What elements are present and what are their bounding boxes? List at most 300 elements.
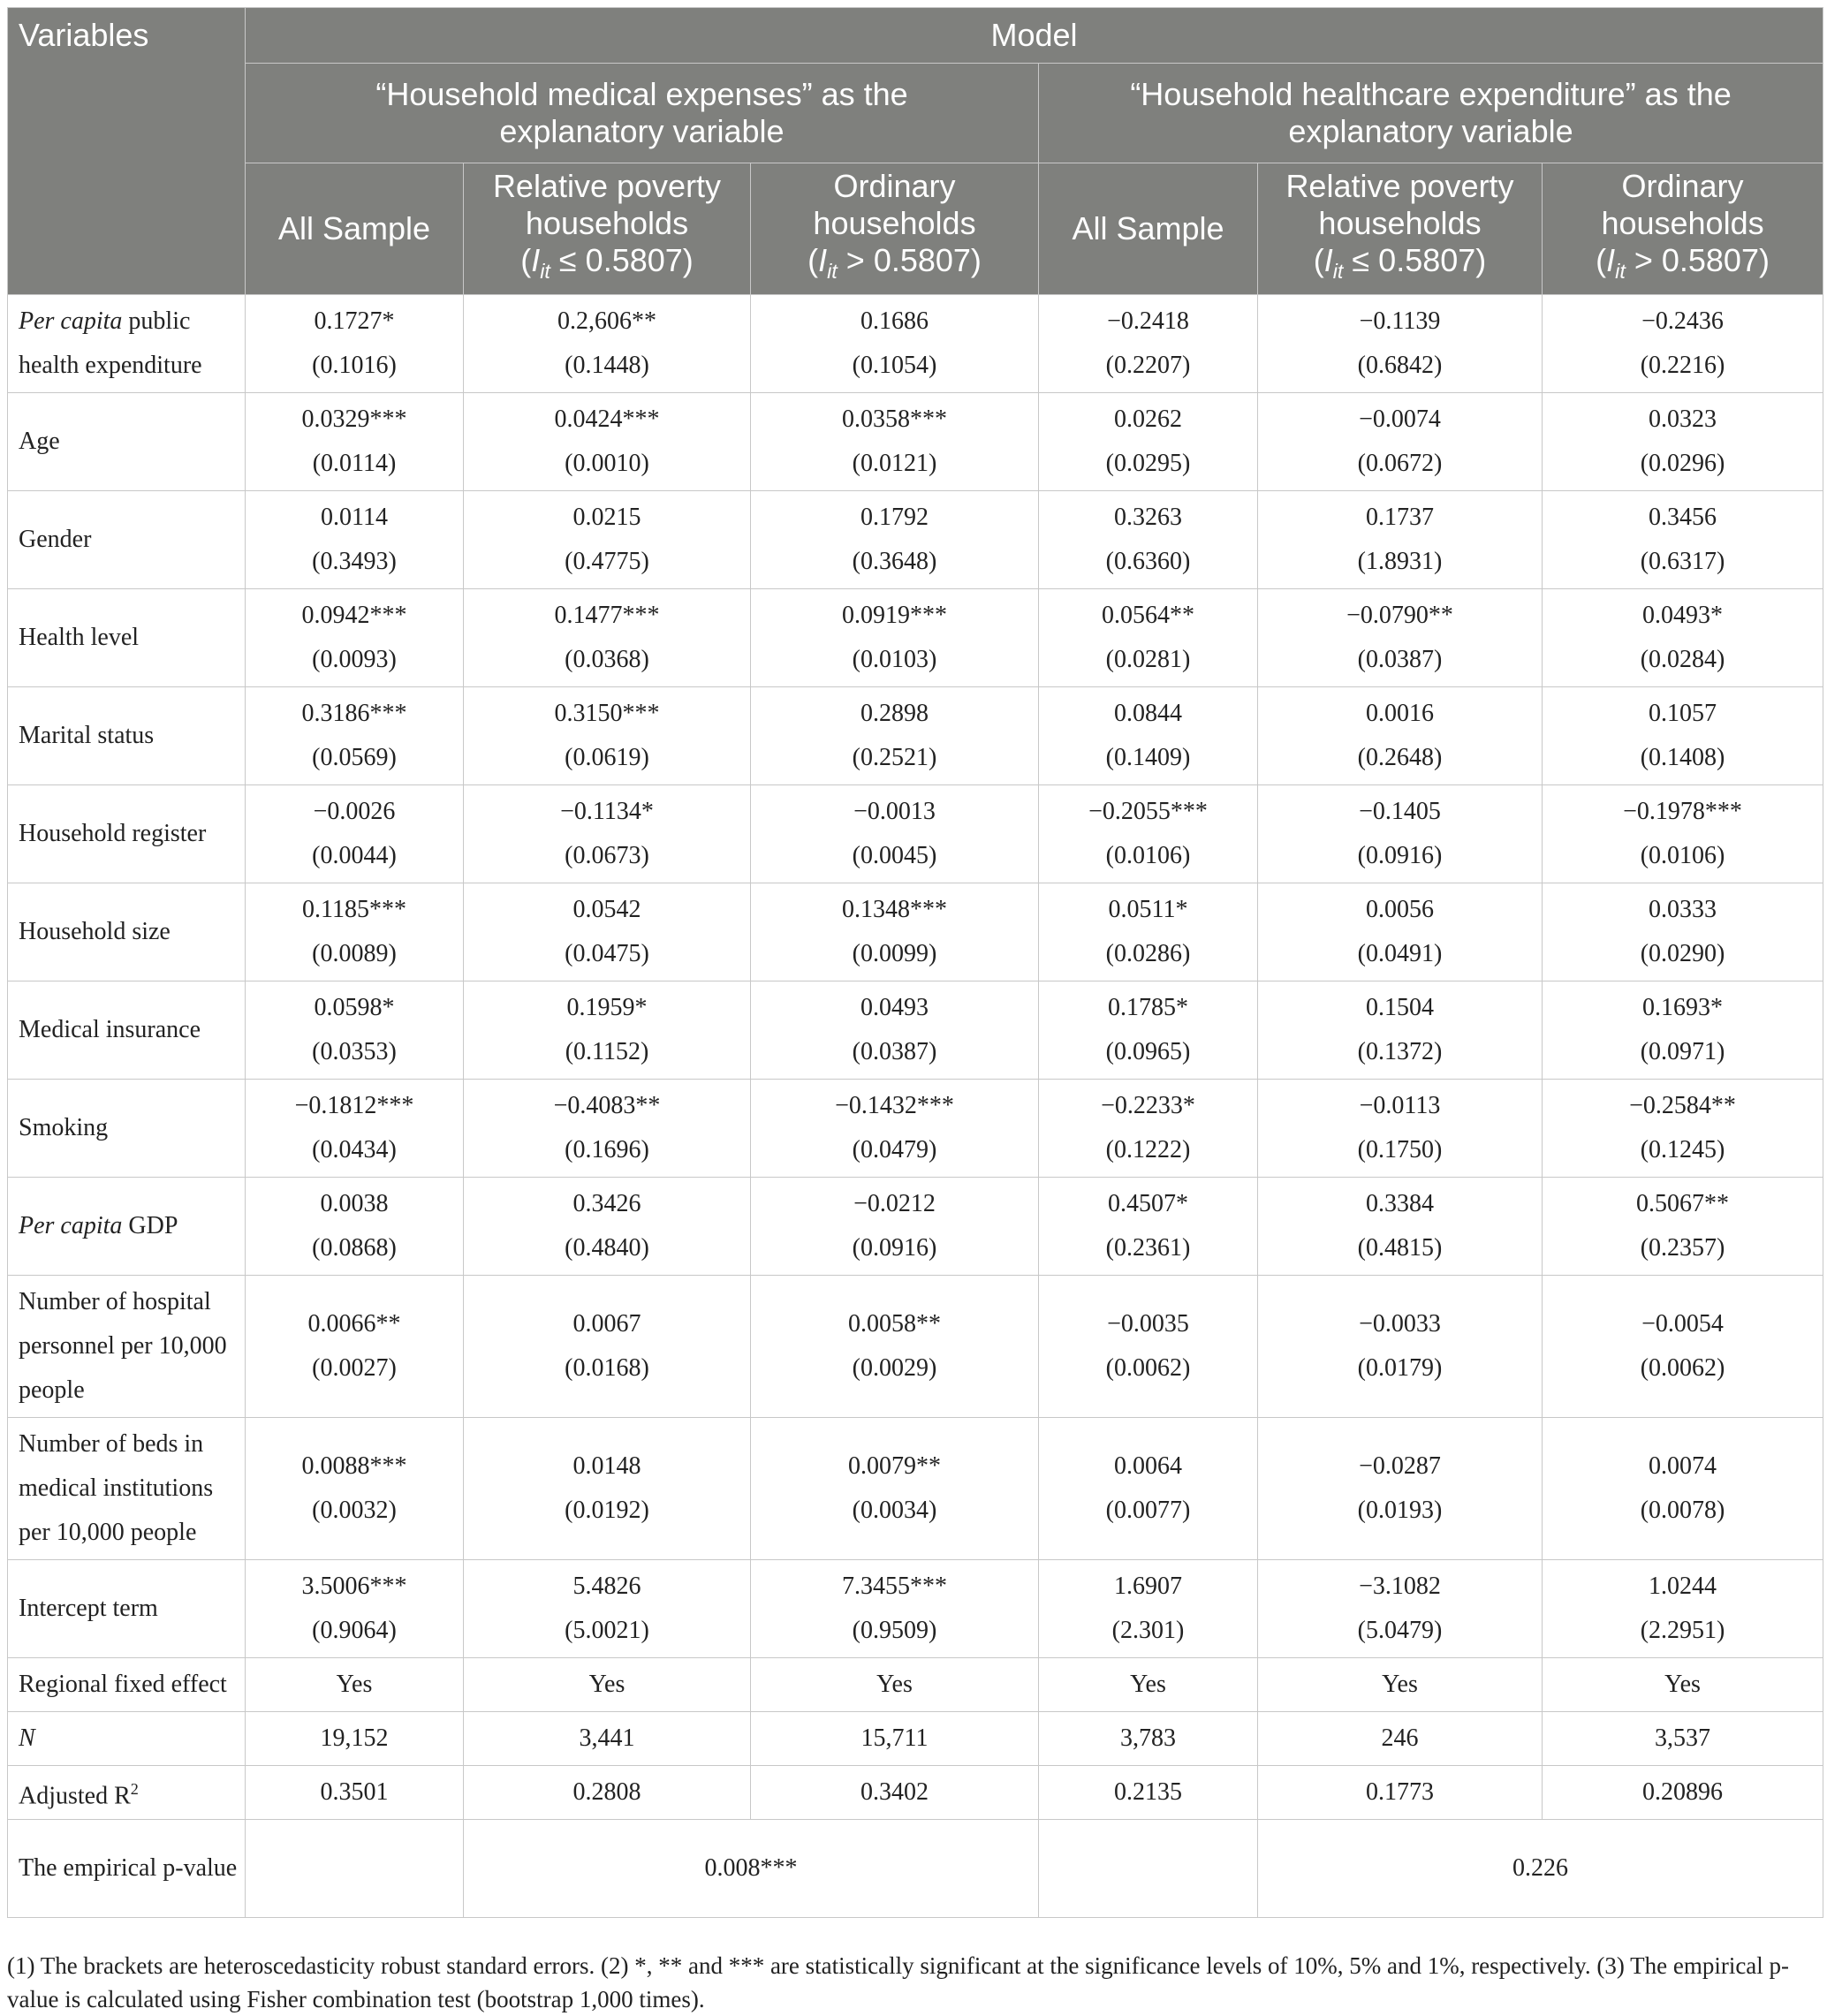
standard-error-value: (0.4840) bbox=[565, 1234, 649, 1262]
coefficient-cell bbox=[1039, 1178, 1258, 1276]
coefficient-cell bbox=[1039, 295, 1258, 393]
coefficient-cell bbox=[1039, 393, 1258, 491]
standard-error-value: (0.0916) bbox=[852, 1234, 937, 1262]
coefficient-value: 0.1792 bbox=[860, 504, 929, 531]
standard-error-value: (0.6360) bbox=[1105, 548, 1191, 575]
adjusted-r2-cell: 0.2135 bbox=[1039, 1766, 1258, 1820]
coefficient-cell bbox=[1039, 491, 1258, 589]
coefficient-cell bbox=[464, 1178, 751, 1276]
coefficient-value: 5.4826 bbox=[572, 1573, 641, 1600]
coefficient-value: 0.0088*** bbox=[301, 1452, 407, 1480]
coefficient-cell bbox=[246, 393, 464, 491]
standard-error-value: (0.0077) bbox=[1105, 1497, 1191, 1524]
fixed-effect-cell: Yes bbox=[751, 1658, 1039, 1712]
coefficient-value: 0.0074 bbox=[1649, 1452, 1717, 1480]
coefficient-cell bbox=[246, 1080, 464, 1178]
coefficient-cell bbox=[464, 393, 751, 491]
coefficient-cell bbox=[1258, 1560, 1543, 1658]
coefficient-value: 0.2,606** bbox=[557, 307, 656, 335]
standard-error-value: (0.0032) bbox=[312, 1497, 397, 1524]
coefficient-cell bbox=[246, 1418, 464, 1560]
standard-error-value: (0.4775) bbox=[565, 548, 649, 575]
standard-error-value: (0.1152) bbox=[565, 1038, 649, 1065]
row-label: Household register bbox=[8, 785, 246, 883]
coefficient-cell bbox=[751, 1418, 1039, 1560]
coefficient-value: 0.0323 bbox=[1649, 405, 1717, 433]
coefficient-cell bbox=[246, 1178, 464, 1276]
coefficient-value: 0.1477*** bbox=[554, 602, 660, 629]
standard-error-value: (0.0673) bbox=[565, 842, 649, 869]
standard-error-value: (0.0029) bbox=[852, 1354, 937, 1382]
adjusted-r2-cell: 0.20896 bbox=[1543, 1766, 1823, 1820]
adjusted-r2-cell: 0.3402 bbox=[751, 1766, 1039, 1820]
standard-error-value: (0.0034) bbox=[852, 1497, 937, 1524]
coefficient-value: −0.2055*** bbox=[1088, 798, 1208, 825]
coefficient-value: 0.0542 bbox=[572, 896, 641, 923]
coefficient-cell bbox=[1543, 1178, 1823, 1276]
standard-error-value: (5.0021) bbox=[565, 1617, 649, 1644]
standard-error-value: (0.0286) bbox=[1105, 940, 1191, 967]
table-row bbox=[8, 785, 1823, 883]
table-row-regional bbox=[8, 1658, 1823, 1712]
standard-error-value: (0.0179) bbox=[1357, 1354, 1443, 1382]
standard-error-value: (0.3493) bbox=[312, 548, 397, 575]
coefficient-value: −0.2436 bbox=[1641, 307, 1724, 335]
coefficient-cell bbox=[751, 491, 1039, 589]
coefficient-cell bbox=[1543, 981, 1823, 1080]
coefficient-value: −0.0212 bbox=[853, 1190, 936, 1217]
standard-error-value: (0.1408) bbox=[1640, 744, 1725, 771]
row-label: N bbox=[8, 1712, 246, 1766]
adjusted-r2-cell: 0.1773 bbox=[1258, 1766, 1543, 1820]
coefficient-value: 0.0919*** bbox=[842, 602, 947, 629]
table-row bbox=[8, 491, 1823, 589]
coefficient-value: 3.5006*** bbox=[301, 1573, 407, 1600]
coefficient-cell bbox=[1258, 1418, 1543, 1560]
coefficient-cell bbox=[464, 785, 751, 883]
row-label: Adjusted $R^2$ bbox=[8, 1766, 246, 1820]
coefficient-value: 1.0244 bbox=[1649, 1573, 1717, 1600]
table-row bbox=[8, 1178, 1823, 1276]
standard-error-value: (2.2951) bbox=[1640, 1617, 1725, 1644]
standard-error-value: (5.0479) bbox=[1357, 1617, 1443, 1644]
regression-table bbox=[7, 7, 1823, 1918]
row-label: Age bbox=[8, 393, 246, 491]
coefficient-cell bbox=[1258, 393, 1543, 491]
standard-error-value: (0.1409) bbox=[1105, 744, 1191, 771]
coefficient-value: 0.0058** bbox=[848, 1310, 941, 1338]
header-group-healthcare-expenditure: “Household healthcare expenditure” as the explanatory variable bbox=[1039, 64, 1823, 163]
coefficient-value: 0.1727* bbox=[314, 307, 395, 335]
sample-size-cell: 15,711 bbox=[751, 1712, 1039, 1766]
coefficient-value: −0.0013 bbox=[853, 798, 936, 825]
coefficient-value: −0.1405 bbox=[1359, 798, 1441, 825]
coefficient-cell bbox=[246, 981, 464, 1080]
coefficient-cell bbox=[1258, 785, 1543, 883]
coefficient-value: 7.3455*** bbox=[842, 1573, 947, 1600]
coefficient-value: 0.0329*** bbox=[301, 405, 407, 433]
coefficient-cell bbox=[1258, 687, 1543, 785]
coefficient-value: 0.1693* bbox=[1642, 994, 1724, 1021]
standard-error-value: (0.0868) bbox=[312, 1234, 397, 1262]
coefficient-cell bbox=[1258, 981, 1543, 1080]
coefficient-value: 0.0424*** bbox=[554, 405, 660, 433]
coefficient-cell bbox=[751, 687, 1039, 785]
standard-error-value: (2.301) bbox=[1111, 1617, 1185, 1644]
standard-error-value: (0.2648) bbox=[1357, 744, 1443, 771]
standard-error-value: (0.0027) bbox=[312, 1354, 397, 1382]
coefficient-cell bbox=[751, 295, 1039, 393]
standard-error-value: (0.0106) bbox=[1640, 842, 1725, 869]
coefficient-cell bbox=[246, 687, 464, 785]
coefficient-cell bbox=[464, 491, 751, 589]
coefficient-value: 0.0333 bbox=[1649, 896, 1717, 923]
standard-error-value: (0.2207) bbox=[1105, 352, 1191, 379]
coefficient-cell bbox=[1039, 1276, 1258, 1418]
coefficient-cell bbox=[1039, 1418, 1258, 1560]
header-model: Model bbox=[246, 8, 1823, 64]
coefficient-value: 0.0148 bbox=[572, 1452, 641, 1480]
standard-error-value: (0.1448) bbox=[565, 352, 649, 379]
coefficient-value: −0.0026 bbox=[313, 798, 396, 825]
fixed-effect-cell: Yes bbox=[464, 1658, 751, 1712]
coefficient-cell bbox=[464, 687, 751, 785]
coefficient-value: −0.0287 bbox=[1359, 1452, 1441, 1480]
coefficient-cell bbox=[1543, 295, 1823, 393]
standard-error-value: (0.0387) bbox=[852, 1038, 937, 1065]
standard-error-value: (0.0121) bbox=[852, 450, 937, 477]
coefficient-cell bbox=[1543, 393, 1823, 491]
table-row bbox=[8, 295, 1823, 393]
coefficient-value: −0.0054 bbox=[1641, 1310, 1724, 1338]
table-row bbox=[8, 883, 1823, 981]
fixed-effect-cell: Yes bbox=[246, 1658, 464, 1712]
table-row bbox=[8, 1080, 1823, 1178]
table-row-n bbox=[8, 1712, 1823, 1766]
row-label: Per capita public health expenditure bbox=[8, 295, 246, 393]
table-row bbox=[8, 393, 1823, 491]
coefficient-value: 0.0493 bbox=[860, 994, 929, 1021]
coefficient-cell bbox=[1543, 1080, 1823, 1178]
standard-error-value: (0.0296) bbox=[1640, 450, 1725, 477]
sample-size-cell: 19,152 bbox=[246, 1712, 464, 1766]
standard-error-value: (0.0103) bbox=[852, 646, 937, 673]
sample-size-cell: 3,441 bbox=[464, 1712, 751, 1766]
standard-error-value: (0.0010) bbox=[565, 450, 649, 477]
coefficient-cell bbox=[1258, 1080, 1543, 1178]
coefficient-cell bbox=[751, 1276, 1039, 1418]
header-relative-poverty-1: Relative poverty households $(I_{it} \le 0.5807)$ bbox=[464, 163, 751, 295]
coefficient-value: 0.3456 bbox=[1649, 504, 1717, 531]
coefficient-cell bbox=[246, 1560, 464, 1658]
coefficient-cell bbox=[246, 883, 464, 981]
table-row bbox=[8, 589, 1823, 687]
coefficient-cell bbox=[464, 589, 751, 687]
coefficient-value: 0.3384 bbox=[1366, 1190, 1434, 1217]
coefficient-cell bbox=[751, 393, 1039, 491]
header-all-sample-1: All Sample bbox=[246, 163, 464, 295]
coefficient-cell bbox=[464, 1560, 751, 1658]
coefficient-value: 0.0215 bbox=[572, 504, 641, 531]
coefficient-cell bbox=[751, 1560, 1039, 1658]
standard-error-value: (0.0569) bbox=[312, 744, 397, 771]
standard-error-value: (0.0078) bbox=[1640, 1497, 1725, 1524]
row-label: Number of hospital personnel per 10,000 people bbox=[8, 1276, 246, 1418]
standard-error-value: (0.0062) bbox=[1640, 1354, 1725, 1382]
standard-error-value: (0.0491) bbox=[1357, 940, 1443, 967]
row-label: Smoking bbox=[8, 1080, 246, 1178]
row-label: Gender bbox=[8, 491, 246, 589]
coefficient-cell bbox=[464, 1080, 751, 1178]
coefficient-value: 0.0493* bbox=[1642, 602, 1724, 629]
coefficient-value: 1.6907 bbox=[1114, 1573, 1182, 1600]
coefficient-cell bbox=[751, 883, 1039, 981]
coefficient-cell bbox=[1258, 883, 1543, 981]
coefficient-cell bbox=[246, 295, 464, 393]
standard-error-value: (0.0114) bbox=[312, 450, 397, 477]
standard-error-value: (0.4815) bbox=[1357, 1234, 1443, 1262]
standard-error-value: (0.0295) bbox=[1105, 450, 1191, 477]
adjusted-r2-cell: 0.3501 bbox=[246, 1766, 464, 1820]
fixed-effect-cell: Yes bbox=[1039, 1658, 1258, 1712]
row-label: Number of beds in medical institutions per 10,000 people bbox=[8, 1418, 246, 1560]
coefficient-cell bbox=[1543, 491, 1823, 589]
coefficient-value: 0.1057 bbox=[1649, 700, 1717, 727]
coefficient-cell bbox=[1258, 295, 1543, 393]
coefficient-value: 0.1959* bbox=[566, 994, 648, 1021]
row-label: Marital status bbox=[8, 687, 246, 785]
coefficient-cell bbox=[1258, 491, 1543, 589]
coefficient-value: 0.3150*** bbox=[554, 700, 660, 727]
coefficient-cell bbox=[464, 883, 751, 981]
coefficient-cell bbox=[464, 1276, 751, 1418]
standard-error-value: (0.0099) bbox=[852, 940, 937, 967]
coefficient-value: 0.1348*** bbox=[842, 896, 947, 923]
standard-error-value: (0.9509) bbox=[852, 1617, 937, 1644]
standard-error-value: (0.2361) bbox=[1105, 1234, 1191, 1262]
coefficient-cell bbox=[1039, 1080, 1258, 1178]
coefficient-cell bbox=[751, 785, 1039, 883]
sample-size-cell: 3,537 bbox=[1543, 1712, 1823, 1766]
pvalue-group1: 0.008*** bbox=[464, 1820, 1039, 1918]
table-row bbox=[8, 981, 1823, 1080]
coefficient-cell bbox=[464, 981, 751, 1080]
coefficient-value: 0.0079** bbox=[848, 1452, 941, 1480]
row-label: Regional fixed effect bbox=[8, 1658, 246, 1712]
standard-error-value: (0.0971) bbox=[1640, 1038, 1725, 1065]
table-footnote: (1) The brackets are heteroscedasticity robust standard errors. (2) *, ** and *** are statistically significant at the significance levels of 10%, 5% and 1%, respectively. (3) The empirical p-value is calculated using Fisher combination test (bootstrap 1,000 times). bbox=[7, 1952, 1790, 2012]
coefficient-cell bbox=[1039, 981, 1258, 1080]
coefficient-cell bbox=[1258, 589, 1543, 687]
standard-error-value: (0.0965) bbox=[1105, 1038, 1191, 1065]
coefficient-value: −0.1139 bbox=[1359, 307, 1441, 335]
coefficient-value: 0.1686 bbox=[860, 307, 929, 335]
coefficient-value: −0.0074 bbox=[1359, 405, 1441, 433]
standard-error-value: (0.6842) bbox=[1357, 352, 1443, 379]
standard-error-value: (0.1054) bbox=[852, 352, 937, 379]
coefficient-value: −0.0790** bbox=[1346, 602, 1453, 629]
row-label: Medical insurance bbox=[8, 981, 246, 1080]
row-label: Household size bbox=[8, 883, 246, 981]
table-row-adjr2 bbox=[8, 1766, 1823, 1820]
header-relative-poverty-2: Relative poverty households $(I_{it} \le 0.5807)$ bbox=[1258, 163, 1543, 295]
coefficient-value: 0.0511* bbox=[1108, 896, 1188, 923]
coefficient-value: 0.3426 bbox=[572, 1190, 641, 1217]
standard-error-value: (0.0062) bbox=[1105, 1354, 1191, 1382]
standard-error-value: (0.3648) bbox=[852, 548, 937, 575]
coefficient-value: −0.2233* bbox=[1101, 1092, 1195, 1119]
standard-error-value: (0.0089) bbox=[312, 940, 397, 967]
coefficient-cell bbox=[1543, 1276, 1823, 1418]
standard-error-value: (0.0619) bbox=[565, 744, 649, 771]
coefficient-cell bbox=[1543, 1418, 1823, 1560]
coefficient-value: 0.3186*** bbox=[301, 700, 407, 727]
coefficient-cell bbox=[246, 589, 464, 687]
coefficient-value: 0.4507* bbox=[1108, 1190, 1188, 1217]
table-row bbox=[8, 687, 1823, 785]
coefficient-value: 0.0016 bbox=[1366, 700, 1434, 727]
coefficient-cell bbox=[1543, 883, 1823, 981]
standard-error-value: (0.0916) bbox=[1357, 842, 1443, 869]
standard-error-value: (0.0672) bbox=[1357, 450, 1443, 477]
coefficient-value: 0.5067** bbox=[1636, 1190, 1730, 1217]
standard-error-value: (0.6317) bbox=[1640, 548, 1725, 575]
coefficient-cell bbox=[1543, 785, 1823, 883]
header-all-sample-2: All Sample bbox=[1039, 163, 1258, 295]
coefficient-value: 0.1504 bbox=[1366, 994, 1434, 1021]
header-group-medical-expenses: “Household medical expenses” as the explanatory variable bbox=[246, 64, 1039, 163]
standard-error-value: (0.0434) bbox=[312, 1136, 397, 1163]
coefficient-value: 0.0844 bbox=[1114, 700, 1182, 727]
standard-error-value: (0.0281) bbox=[1105, 646, 1191, 673]
coefficient-value: −0.2418 bbox=[1107, 307, 1189, 335]
coefficient-cell bbox=[1039, 687, 1258, 785]
standard-error-value: (0.1222) bbox=[1105, 1136, 1191, 1163]
standard-error-value: (0.0093) bbox=[312, 646, 397, 673]
coefficient-cell bbox=[1543, 687, 1823, 785]
sample-size-cell: 246 bbox=[1258, 1712, 1543, 1766]
standard-error-value: (0.0045) bbox=[852, 842, 937, 869]
coefficient-cell bbox=[1543, 589, 1823, 687]
adjusted-r2-cell: 0.2808 bbox=[464, 1766, 751, 1820]
standard-error-value: (0.0475) bbox=[565, 940, 649, 967]
standard-error-value: (0.1016) bbox=[312, 352, 397, 379]
coefficient-value: −0.0033 bbox=[1359, 1310, 1441, 1338]
coefficient-cell bbox=[246, 785, 464, 883]
coefficient-cell bbox=[1039, 589, 1258, 687]
table-row bbox=[8, 1560, 1823, 1658]
standard-error-value: (0.0284) bbox=[1640, 646, 1725, 673]
coefficient-value: 0.1737 bbox=[1366, 504, 1434, 531]
coefficient-value: 0.2898 bbox=[860, 700, 929, 727]
standard-error-value: (0.0106) bbox=[1105, 842, 1191, 869]
standard-error-value: (1.8931) bbox=[1357, 548, 1443, 575]
coefficient-value: 0.1785* bbox=[1108, 994, 1188, 1021]
coefficient-value: −0.2584** bbox=[1629, 1092, 1736, 1119]
coefficient-value: 0.0066** bbox=[307, 1310, 401, 1338]
standard-error-value: (0.0479) bbox=[852, 1136, 937, 1163]
table-row-pvalue bbox=[8, 1820, 1823, 1918]
row-label: Per capita GDP bbox=[8, 1178, 246, 1276]
coefficient-cell bbox=[246, 1276, 464, 1418]
coefficient-value: 0.0064 bbox=[1114, 1452, 1182, 1480]
coefficient-value: −0.0113 bbox=[1359, 1092, 1441, 1119]
standard-error-value: (0.1750) bbox=[1357, 1136, 1443, 1163]
standard-error-value: (0.2216) bbox=[1640, 352, 1725, 379]
coefficient-cell bbox=[1258, 1178, 1543, 1276]
header-ordinary-1: Ordinary households $(I_{it} > 0.5807)$ bbox=[751, 163, 1039, 295]
standard-error-value: (0.9064) bbox=[312, 1617, 397, 1644]
standard-error-value: (0.0168) bbox=[565, 1354, 649, 1382]
coefficient-cell bbox=[751, 1080, 1039, 1178]
coefficient-value: 0.0942*** bbox=[301, 602, 407, 629]
standard-error-value: (0.0387) bbox=[1357, 646, 1443, 673]
table-row bbox=[8, 1276, 1823, 1418]
coefficient-cell bbox=[1039, 785, 1258, 883]
standard-error-value: (0.0353) bbox=[312, 1038, 397, 1065]
coefficient-value: 0.0564** bbox=[1102, 602, 1194, 629]
coefficient-cell bbox=[464, 295, 751, 393]
standard-error-value: (0.0290) bbox=[1640, 940, 1725, 967]
coefficient-value: −3.1082 bbox=[1359, 1573, 1441, 1600]
coefficient-value: 0.0114 bbox=[321, 504, 388, 531]
coefficient-value: 0.0262 bbox=[1114, 405, 1182, 433]
coefficient-cell bbox=[1258, 1276, 1543, 1418]
coefficient-value: 0.0038 bbox=[320, 1190, 389, 1217]
row-label: The empirical p-value bbox=[8, 1820, 246, 1918]
coefficient-value: −0.1432*** bbox=[835, 1092, 954, 1119]
fixed-effect-cell: Yes bbox=[1543, 1658, 1823, 1712]
coefficient-cell bbox=[751, 589, 1039, 687]
table-row bbox=[8, 1418, 1823, 1560]
coefficient-cell bbox=[464, 1418, 751, 1560]
coefficient-value: −0.4083** bbox=[553, 1092, 661, 1119]
coefficient-cell bbox=[1039, 1560, 1258, 1658]
row-label: Health level bbox=[8, 589, 246, 687]
coefficient-cell bbox=[751, 1178, 1039, 1276]
coefficient-cell bbox=[751, 981, 1039, 1080]
sample-size-cell: 3,783 bbox=[1039, 1712, 1258, 1766]
coefficient-value: 0.0056 bbox=[1366, 896, 1434, 923]
empty-cell bbox=[1039, 1820, 1258, 1918]
pvalue-group2: 0.226 bbox=[1258, 1820, 1823, 1918]
coefficient-cell bbox=[1543, 1560, 1823, 1658]
header-variables: Variables bbox=[8, 8, 246, 295]
coefficient-value: 0.1185*** bbox=[302, 896, 406, 923]
standard-error-value: (0.1245) bbox=[1640, 1136, 1725, 1163]
standard-error-value: (0.0368) bbox=[565, 646, 649, 673]
standard-error-value: (0.2357) bbox=[1640, 1234, 1725, 1262]
coefficient-cell bbox=[246, 491, 464, 589]
standard-error-value: (0.1696) bbox=[565, 1136, 649, 1163]
coefficient-value: 0.3263 bbox=[1114, 504, 1182, 531]
standard-error-value: (0.2521) bbox=[852, 744, 937, 771]
coefficient-value: −0.1978*** bbox=[1623, 798, 1742, 825]
standard-error-value: (0.0193) bbox=[1357, 1497, 1443, 1524]
coefficient-value: 0.0598* bbox=[314, 994, 395, 1021]
standard-error-value: (0.0192) bbox=[565, 1497, 649, 1524]
standard-error-value: (0.1372) bbox=[1357, 1038, 1443, 1065]
coefficient-value: −0.1134* bbox=[560, 798, 654, 825]
coefficient-value: 0.0358*** bbox=[842, 405, 947, 433]
coefficient-value: −0.1812*** bbox=[294, 1092, 414, 1119]
coefficient-cell bbox=[1039, 883, 1258, 981]
coefficient-value: −0.0035 bbox=[1107, 1310, 1189, 1338]
coefficient-value: 0.0067 bbox=[572, 1310, 641, 1338]
fixed-effect-cell: Yes bbox=[1258, 1658, 1543, 1712]
standard-error-value: (0.0044) bbox=[312, 842, 397, 869]
row-label: Intercept term bbox=[8, 1560, 246, 1658]
